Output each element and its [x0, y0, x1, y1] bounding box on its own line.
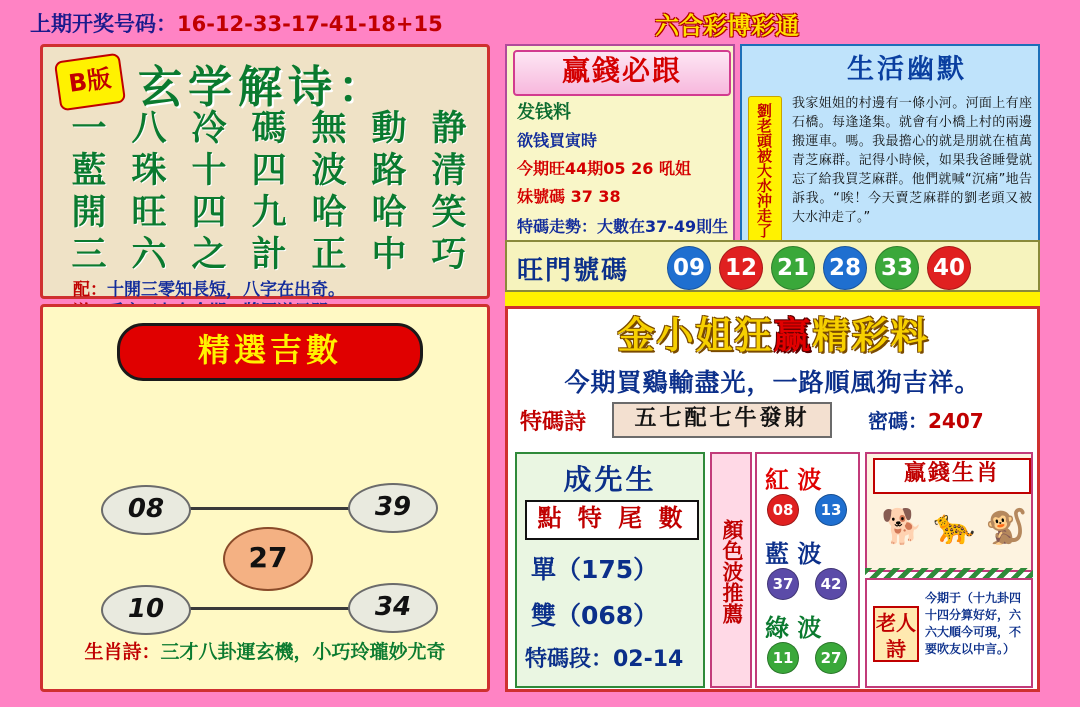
humor-vertical-caption: 劉老頭被大水沖走了 — [748, 96, 782, 276]
title-part-c: 精彩料 — [812, 314, 930, 357]
color-wave-ball: 42 — [815, 568, 847, 600]
lucky-ball-top-right: 39 — [348, 483, 438, 533]
verse-char: 旺 — [131, 193, 167, 233]
cheng-title: 成先生 — [563, 463, 657, 496]
yingqian-line: 今期旺44期05 26 吼姐 — [517, 159, 691, 178]
old-man-poem-badge: 老人詩 — [873, 606, 919, 662]
lucky-ball-bottom-right: 34 — [348, 583, 438, 633]
verse-char: 計 — [251, 235, 287, 275]
zodiac-poem-text: 三才八卦運玄機，小巧玲瓏妙尤奇 — [160, 641, 446, 663]
verse-char: 正 — [311, 235, 347, 275]
yellow-divider — [505, 292, 1040, 306]
lucky-numbers-title: 精選吉數 — [117, 323, 423, 381]
cheng-range: 特碼段：02-14 — [525, 647, 684, 672]
lucky-ball-center: 27 — [223, 527, 313, 591]
secret-code-value: 2407 — [928, 409, 984, 433]
verse-char: 笑 — [431, 193, 467, 233]
lucky-zodiac-title: 赢錢生肖 — [873, 458, 1031, 494]
old-man-poem-text: 今期于（十九卦四十四分算好好，六六大順今可現，不要吹友以中言。） — [925, 591, 1022, 656]
hot-numbers-label: 旺門號碼 — [517, 256, 630, 286]
xuanxue-verse-grid — [63, 109, 475, 277]
title-part-a: 金小姐狂 — [617, 314, 774, 357]
footnote-lead: 配： — [73, 280, 107, 300]
yingqian-subtitle: 发钱料 — [517, 102, 571, 123]
old-man-poem-panel — [865, 578, 1033, 688]
top-header — [0, 0, 1080, 40]
lucky-zodiac-panel — [865, 452, 1033, 572]
verse-char: 冷 — [191, 109, 227, 149]
verse-char: 波 — [311, 151, 347, 191]
color-wave-ball: 13 — [815, 494, 847, 526]
cheng-even: 雙（068） — [531, 601, 659, 630]
hot-ball: 28 — [823, 246, 867, 290]
verse-char: 四 — [251, 151, 287, 191]
hot-ball: 33 — [875, 246, 919, 290]
yingqian-title: 赢錢必跟 — [513, 50, 731, 96]
lucky-numbers-panel — [40, 304, 490, 692]
previous-draw — [30, 8, 443, 38]
tema-poem-row — [520, 405, 860, 437]
verse-char: 開 — [71, 193, 107, 233]
verse-char: 無 — [311, 109, 347, 149]
verse-char: 静 — [431, 109, 467, 149]
footnote-text: 十開三零知長短，八字在出奇。 — [107, 280, 345, 300]
leopard-icon: 🐆 — [933, 507, 976, 547]
tema-poem-value: 五七配七牛發財 — [612, 402, 832, 438]
color-wave-ball: 08 — [767, 494, 799, 526]
cheng-bar-label: 點 特 尾 數 — [525, 500, 699, 540]
verse-char: 巧 — [431, 235, 467, 275]
verse-char: 八 — [131, 109, 167, 149]
zodiac-poem-lead: 生肖詩： — [84, 641, 161, 663]
xuanxue-footnote — [73, 279, 473, 301]
verse-row — [63, 109, 475, 149]
main-slogan: 今期買鷄輸盡光，一路順風狗吉祥。 — [564, 368, 981, 397]
humor-title: 生活幽默 — [847, 54, 967, 85]
verse-char: 碼 — [251, 109, 287, 149]
color-wave-name-red: 紅 波 — [765, 466, 822, 494]
color-wave-recommend-label: 顏色波推薦 — [720, 518, 744, 624]
color-wave-ball: 27 — [815, 642, 847, 674]
verse-char: 九 — [251, 193, 287, 233]
main-forecast-title — [516, 313, 1031, 361]
verse-char: 珠 — [131, 151, 167, 191]
yingqian-line: 妹號碼 37 38 — [517, 187, 621, 206]
verse-char: 之 — [191, 235, 227, 275]
color-wave-recommend-panel — [710, 452, 752, 688]
zigzag-divider — [865, 568, 1033, 578]
verse-char: 一 — [71, 109, 107, 149]
verse-char: 動 — [371, 109, 407, 149]
lucky-ball-bottom-left: 10 — [101, 585, 191, 635]
color-wave-name-green: 綠 波 — [765, 614, 822, 642]
previous-draw-numbers: 16-12-33-17-41-18+15 — [177, 12, 443, 36]
hot-ball: 21 — [771, 246, 815, 290]
hot-ball: 12 — [719, 246, 763, 290]
hot-numbers-strip — [505, 240, 1040, 292]
cheng-panel — [515, 452, 705, 688]
verse-char: 藍 — [71, 151, 107, 191]
lucky-ball-top-left: 08 — [101, 485, 191, 535]
hot-ball: 40 — [927, 246, 971, 290]
previous-draw-label: 上期开奖号码： — [30, 12, 177, 36]
color-wave-ball: 11 — [767, 642, 799, 674]
color-wave-name-blue: 藍 波 — [765, 540, 822, 568]
verse-char: 中 — [371, 235, 407, 275]
secret-code — [868, 405, 984, 434]
verse-row — [63, 193, 475, 233]
verse-row — [63, 235, 475, 275]
yingqian-line: 特碼走勢：大數在37-49則生 — [517, 217, 729, 236]
verse-char: 十 — [191, 151, 227, 191]
monkey-icon: 🐒 — [985, 507, 1028, 547]
tema-poem-label: 特碼詩 — [520, 410, 587, 435]
dog-icon: 🐕 — [881, 507, 924, 547]
humor-body-text: 我家姐姐的村邊有一條小河。河面上有座石橋。每逢逢集。就會有小橋上村的兩邊搬運車。嗎。我最擔心的就是朋就在植萬青芝麻群。記得小時候，如果我爸睡覺就忘了給我買芝麻群。他們就喊“沉痛”地告訴我。“唉！今天賣芝麻群的劉老頭又被大水沖走了。” — [792, 96, 1032, 225]
hot-ball: 09 — [667, 246, 711, 290]
zodiac-poem — [43, 637, 487, 664]
yingqian-line: 欲钱買寅時 — [517, 131, 598, 150]
verse-row — [63, 151, 475, 191]
verse-char: 路 — [371, 151, 407, 191]
verse-char: 清 — [431, 151, 467, 191]
title-part-b: 赢 — [773, 314, 813, 357]
cheng-odd: 單（175） — [531, 555, 659, 584]
xuanxue-panel — [40, 44, 490, 299]
secret-code-label: 密碼： — [868, 409, 928, 433]
color-wave-ball: 37 — [767, 568, 799, 600]
brand-title: 六合彩博彩通 — [655, 12, 799, 40]
hot-numbers-balls — [667, 246, 971, 290]
verse-char: 四 — [191, 193, 227, 233]
version-badge: B版 — [54, 53, 126, 112]
verse-char: 哈 — [311, 193, 347, 233]
verse-char: 三 — [71, 235, 107, 275]
color-wave-list — [755, 452, 860, 688]
verse-char: 六 — [131, 235, 167, 275]
xuanxue-title: 玄学解诗： — [138, 62, 388, 113]
verse-char: 哈 — [371, 193, 407, 233]
